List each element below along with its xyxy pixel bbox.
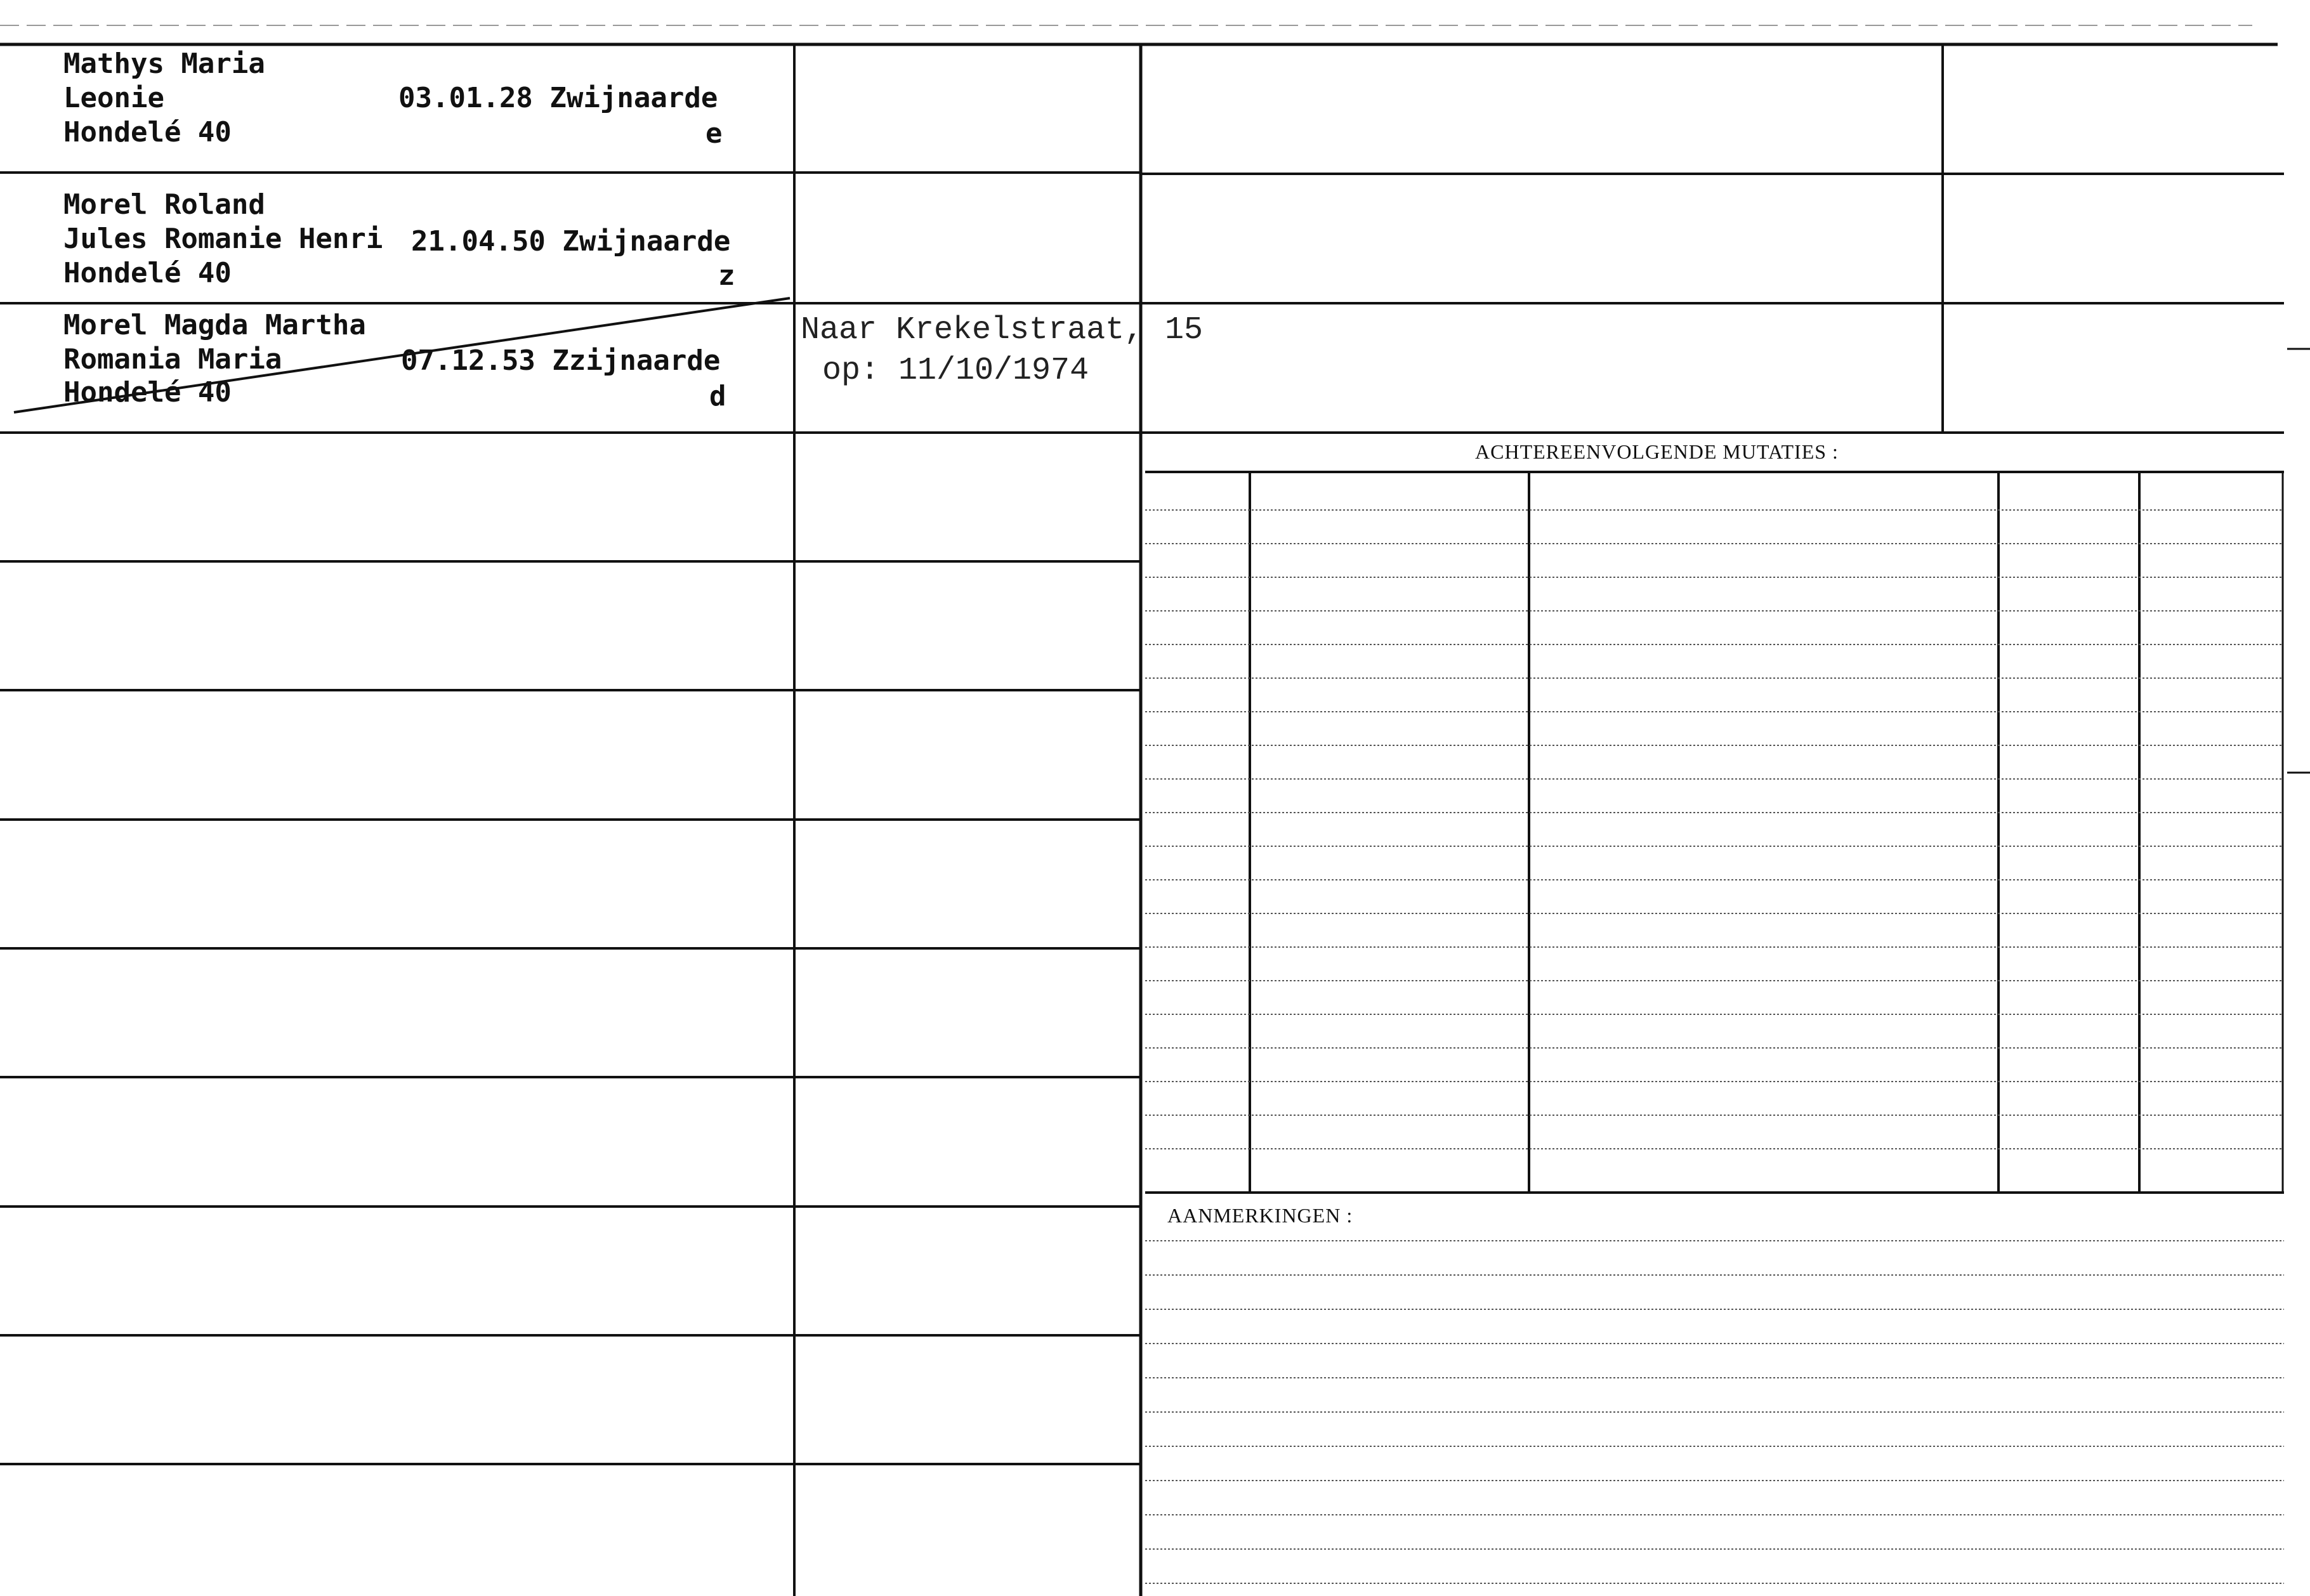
mutations-heading: ACHTEREENVOLGENDE MUTATIES :: [1475, 440, 1839, 463]
move-note-line1: Naar Krekelstraat,: [801, 312, 1144, 348]
person-name-line2: Leonie: [63, 82, 164, 114]
mutations-table: [1145, 472, 2284, 1193]
person-birth: 07.12.53 Zzijnaarde: [401, 344, 721, 377]
person-code: z: [718, 259, 735, 292]
remarks-ruled-lines: [1145, 1241, 2284, 1583]
person-entry-2: [0, 175, 793, 302]
move-note-line2: op: 11/10/1974: [822, 353, 1089, 389]
person-name-line2: Romania Maria: [63, 343, 282, 376]
person-code: d: [709, 380, 726, 412]
person-entry-3: [0, 306, 793, 433]
person-name-line1: Mathys Maria: [63, 48, 265, 80]
person-code: e: [705, 117, 723, 150]
person-name-line1: Morel Roland: [63, 188, 265, 221]
person-birth: 03.01.28 Zwijnaarde: [398, 82, 718, 114]
person-name-line1: Morel Magda Martha: [63, 309, 366, 341]
person-entry-1: [0, 46, 793, 173]
remarks-heading: AANMERKINGEN :: [1167, 1204, 1353, 1227]
house-number: 15: [1165, 312, 1204, 348]
person-address: Hondelé 40: [63, 376, 232, 409]
person-name-line2: Jules Romanie Henri: [63, 223, 383, 255]
person-address: Hondelé 40: [63, 257, 232, 289]
person-address: Hondelé 40: [63, 116, 232, 148]
person-birth: 21.04.50 Zwijnaarde: [411, 225, 731, 258]
mutations-ruled-lines: [1145, 510, 2283, 1149]
